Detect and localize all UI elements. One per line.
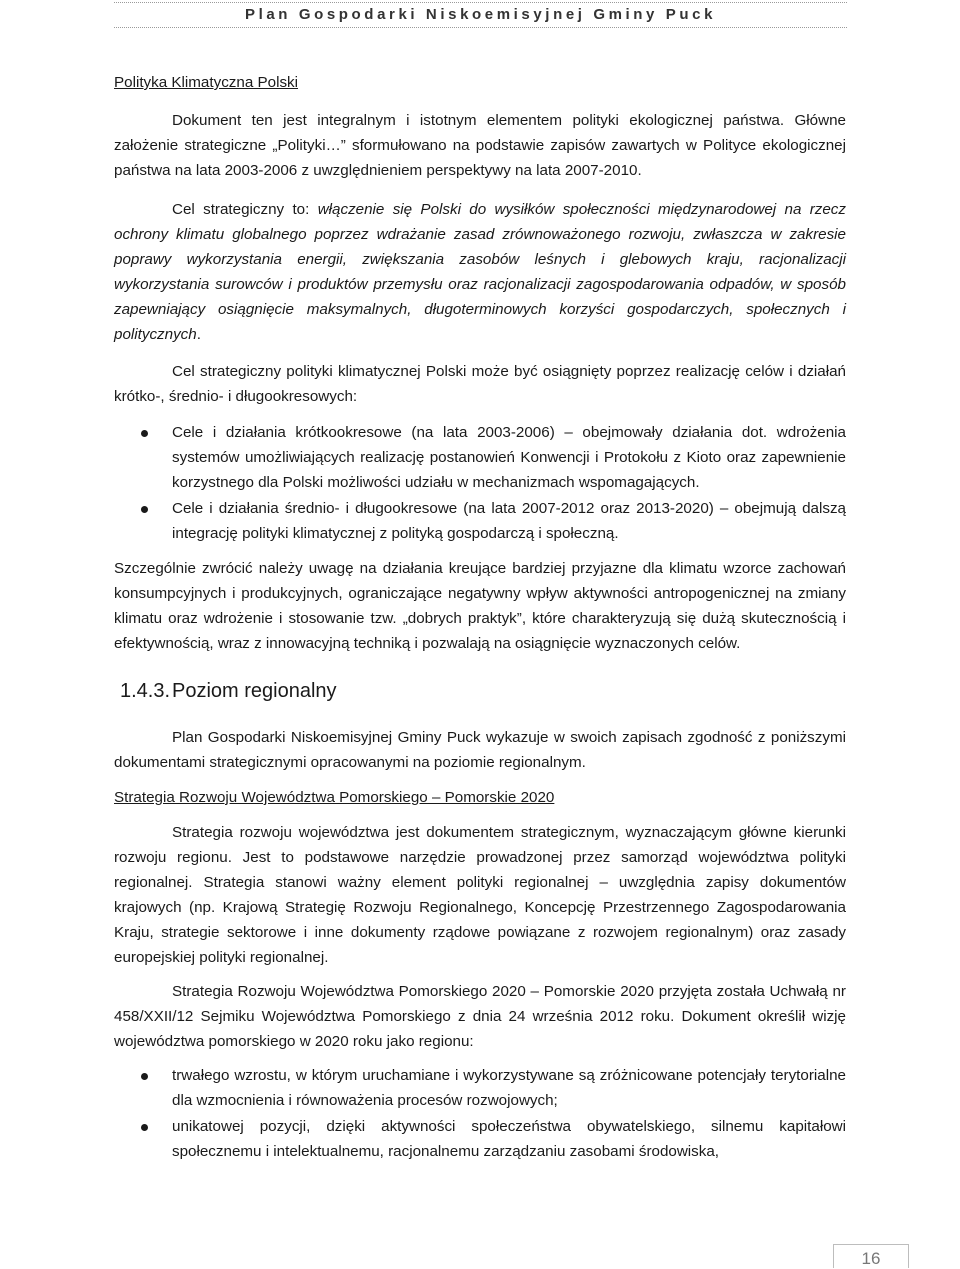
page-number-box	[833, 1244, 909, 1268]
paragraph-end: .	[196, 326, 201, 343]
section-heading-poziom-regionalny	[114, 677, 846, 705]
page-content	[114, 70, 846, 1164]
paragraph: Szczególnie zwrócić należy uwagę na działania kreujące bardziej przyjazne dla klimatu wzorce zachowań konsumpcyjnych i produkcyjnych, ograniczające negatywny wpływ aktywności antropogenicznej na zmiany klimatu oraz wdrożenie i stosowanie tzw. „dobrych praktyk”, które charakteryzują się dużą skutecznością i efektywnością, wraz z innowacyjną techniką i pozwalają na osiągnięcie wyznaczonych celów.	[114, 560, 846, 652]
paragraph-cel-strategiczny	[114, 197, 846, 347]
page-number: 16	[861, 1249, 881, 1268]
list-item: Cele i działania średnio- i długookresowe (na lata 2007-2012 oraz 2013-2020) – obejmują dalszą integrację polityki klimatycznej z polityką gospodarczą i społeczną.	[114, 496, 846, 546]
list-item: trwałego wzrostu, w którym uruchamiane i wykorzystywane są zróżnicowane potencjały terytorialne dla wzmocnienia i równoważenia procesów rozwojowych;	[114, 1063, 846, 1113]
list-item: Cele i działania krótkookresowe (na lata 2003-2006) – obejmowały działania dot. wdrożenia systemów umożliwiających realizację postanowień Konwencji i Protokołu z Kioto oraz zapewnienie korzystnego dla Polski możliwości udziału w mechanizmach wspomagających.	[114, 420, 846, 495]
paragraph: Plan Gospodarki Niskoemisyjnej Gminy Puck wykazuje w swoich zapisach zgodność z poniższymi dokumentami strategicznymi opracowanymi na poziomie regionalnym.	[114, 729, 846, 771]
paragraph: Dokument ten jest integralnym i istotnym elementem polityki ekologicznej państwa. Główne założenie strategiczne „Polityki…” sformułowano na podstawie zapisów zawartych w Polityce ekologicznej państwa na lata 2003-2006 z uwzględnieniem perspektywy na lata 2007-2010.	[114, 112, 846, 179]
bullet-list	[114, 420, 846, 546]
bullet-icon	[141, 506, 148, 513]
document-title: Plan Gospodarki Niskoemisyjnej Gminy Puck	[244, 6, 717, 23]
section-title: Poziom regionalny	[172, 680, 337, 702]
paragraph: Cel strategiczny polityki klimatycznej Polski może być osiągnięty poprzez realizację celów i działań krótko-, średnio- i długookresowych:	[114, 363, 846, 405]
bullet-icon	[141, 430, 148, 437]
paragraph-italic: włączenie się Polski do wysiłków społeczności międzynarodowej na rzecz ochrony klimatu globalnego poprzez wdrażanie zasad zrównoważonego rozwoju, zwłaszcza w zakresie poprawy wykorzystania energii, zwiększania zasobów leśnych i glebowych kraju, racjonalizacji wykorzystania surowców i produktów przemysłu oraz racjonalizacji zagospodarowania odpadów, w sposób zapewniający osiągnięcie maksymalnych, długoterminowych korzyści gospodarczych, społecznych i politycznych	[114, 201, 846, 343]
paragraph: Strategia Rozwoju Województwa Pomorskiego 2020 – Pomorskie 2020 przyjęta została Uchwałą nr 458/XXII/12 Sejmiku Województwa Pomorskiego z dnia 24 września 2012 roku. Dokument określił wizję województwa pomorskiego w 2020 roku jako regionu:	[114, 983, 846, 1050]
section-heading-polityka-klimatyczna: Polityka Klimatyczna Polski	[114, 74, 299, 91]
list-item: unikatowej pozycji, dzięki aktywności społeczeństwa obywatelskiego, silnemu kapitałowi społecznemu i intelektualnemu, racjonalnemu zarządzaniu zasobami środowiska,	[114, 1114, 846, 1164]
bullet-icon	[141, 1073, 148, 1080]
paragraph-lead: Cel strategiczny to:	[172, 201, 318, 218]
bullet-list	[114, 1063, 846, 1164]
section-number: 1.4.3.	[120, 680, 171, 702]
paragraph: Strategia rozwoju województwa jest dokumentem strategicznym, wyznaczającym główne kierunki rozwoju regionu. Jest to podstawowe narzędzie prowadzonej przez samorząd województwa polityki regionalnej. Strategia stanowi ważny element polityki regionalnej – uwzględnia zapisy dokumentów krajowych (np. Krajową Strategię Rozwoju Regionalnego, Koncepcję Przestrzennego Zagospodarowania Kraju, strategie sektorowe i inne dokumenty rządowe powiązane z rozwojem regionalnym) oraz zasady europejskiej polityki regionalnej.	[114, 824, 846, 966]
bullet-icon	[141, 1124, 148, 1131]
subsection-heading: Strategia Rozwoju Województwa Pomorskiego – Pomorskie 2020	[114, 789, 555, 806]
page-header	[114, 2, 847, 28]
